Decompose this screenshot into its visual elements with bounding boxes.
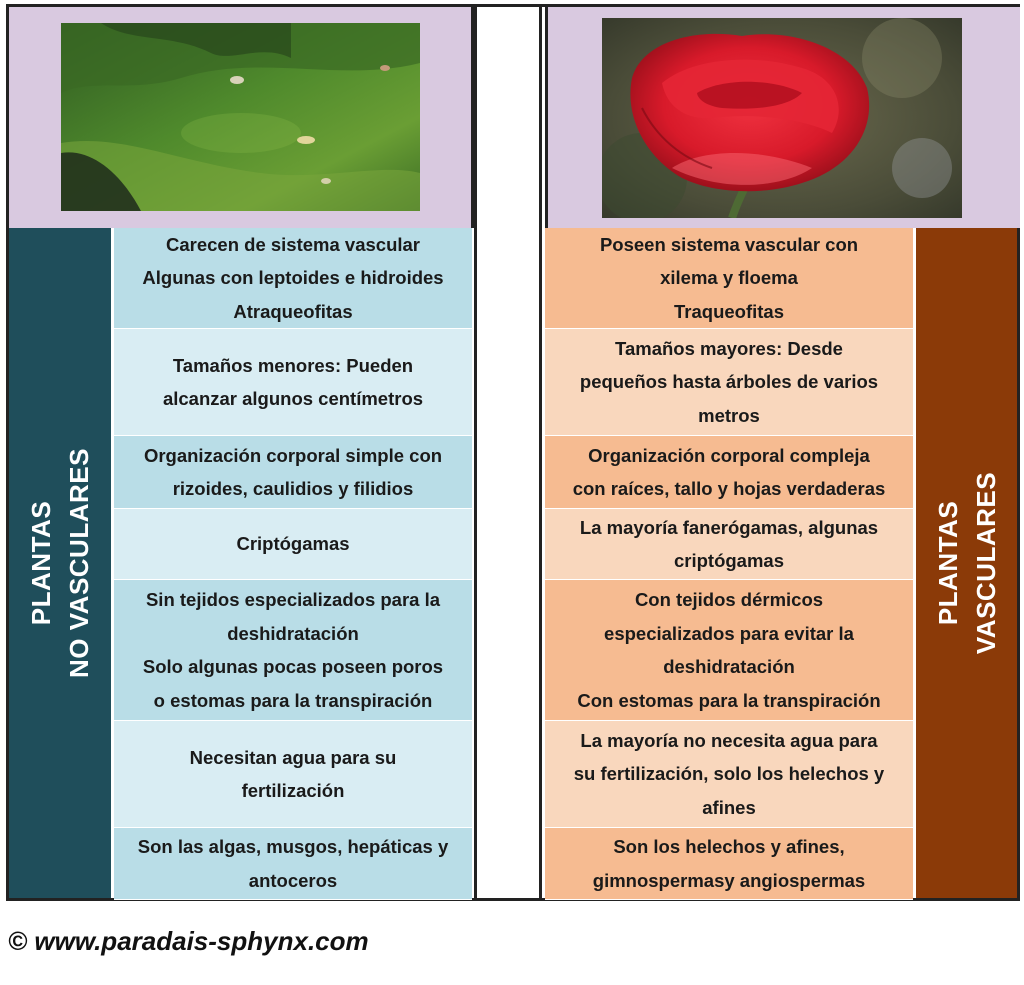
characteristic-text: Tamaños mayores: Desde bbox=[615, 337, 843, 359]
right-characteristic-row bbox=[545, 721, 913, 828]
characteristic-text: antoceros bbox=[248, 869, 338, 891]
characteristic-text: o estomas para la transpiración bbox=[153, 689, 433, 711]
characteristic-text: Con estomas para la transpiración bbox=[577, 689, 881, 711]
non-vascular-characteristics bbox=[114, 228, 472, 900]
right-characteristic-row bbox=[545, 828, 913, 900]
characteristic-text: Son las algas, musgos, hepáticas y bbox=[137, 836, 449, 857]
right-characteristic-row bbox=[545, 436, 913, 509]
right-characteristic-row bbox=[545, 580, 913, 721]
characteristic-text: criptógamas bbox=[673, 550, 784, 571]
left-characteristic-row bbox=[114, 509, 472, 580]
characteristic-text: su fertilización, solo los helechos y bbox=[573, 763, 885, 785]
characteristic-text: Organización corporal compleja bbox=[588, 444, 870, 466]
vascular-label: PLANTAS VASCULARES bbox=[932, 471, 1001, 655]
left-characteristic-row bbox=[114, 436, 472, 509]
non-vascular-label: PLANTAS NO VASCULARES bbox=[26, 448, 94, 678]
left-characteristic-row bbox=[114, 329, 472, 436]
characteristic-text: Criptógamas bbox=[236, 533, 350, 555]
characteristic-text: Solo algunas pocas poseen poros bbox=[142, 656, 444, 677]
characteristic-text: deshidratación bbox=[663, 656, 795, 677]
characteristic-text: alcanzar algunos centímetros bbox=[162, 388, 424, 409]
vascular-characteristics bbox=[545, 228, 913, 900]
characteristic-text: xilema y floema bbox=[660, 267, 798, 289]
characteristic-text: afines bbox=[702, 796, 756, 818]
characteristic-text: Atraqueofitas bbox=[233, 300, 353, 322]
characteristic-text: Son los helechos y afines, bbox=[613, 836, 845, 857]
right-characteristic-row bbox=[545, 329, 913, 436]
characteristic-text: especializados para evitar la bbox=[604, 622, 854, 644]
characteristic-text: Con tejidos dérmicos bbox=[634, 589, 824, 610]
characteristic-text: Traqueofitas bbox=[674, 300, 784, 322]
characteristic-text: Tamaños menores: Pueden bbox=[172, 354, 414, 376]
vascular-label-bar bbox=[916, 228, 1017, 898]
characteristic-text: La mayoría no necesita agua para bbox=[580, 729, 878, 751]
characteristic-text: gimnospermasy angiospermas bbox=[592, 869, 866, 891]
characteristic-text: Poseen sistema vascular con bbox=[599, 233, 859, 255]
characteristic-text: Necesitan agua para su bbox=[189, 746, 397, 768]
characteristic-text: deshidratación bbox=[227, 622, 359, 644]
center-divider-column bbox=[474, 7, 542, 898]
characteristic-text: metros bbox=[698, 404, 760, 426]
characteristic-text: pequeños hasta árboles de varios bbox=[579, 371, 879, 393]
characteristic-text: con raíces, tallo y hojas verdaderas bbox=[572, 478, 886, 499]
characteristic-text: rizoides, caulidios y filidios bbox=[172, 478, 414, 499]
left-characteristic-row bbox=[114, 721, 472, 828]
characteristic-text: fertilización bbox=[241, 780, 345, 801]
characteristic-text: Sin tejidos especializados para la bbox=[145, 589, 441, 610]
characteristic-text: Carecen de sistema vascular bbox=[165, 233, 420, 255]
characteristic-text: Organización corporal simple con bbox=[143, 444, 443, 466]
moss-photo bbox=[61, 23, 420, 211]
non-vascular-label-bar bbox=[9, 228, 111, 898]
left-characteristic-row bbox=[114, 228, 472, 329]
left-characteristic-row bbox=[114, 828, 472, 900]
right-characteristic-row bbox=[545, 509, 913, 580]
characteristic-text: La mayoría fanerógamas, algunas bbox=[579, 516, 879, 538]
copyright-notice: © www.paradais-sphynx.com bbox=[8, 926, 369, 956]
left-characteristic-row bbox=[114, 580, 472, 721]
red-rose-photo bbox=[602, 18, 962, 218]
right-characteristic-row bbox=[545, 228, 913, 329]
characteristic-text: Algunas con leptoides e hidroides bbox=[142, 267, 444, 289]
